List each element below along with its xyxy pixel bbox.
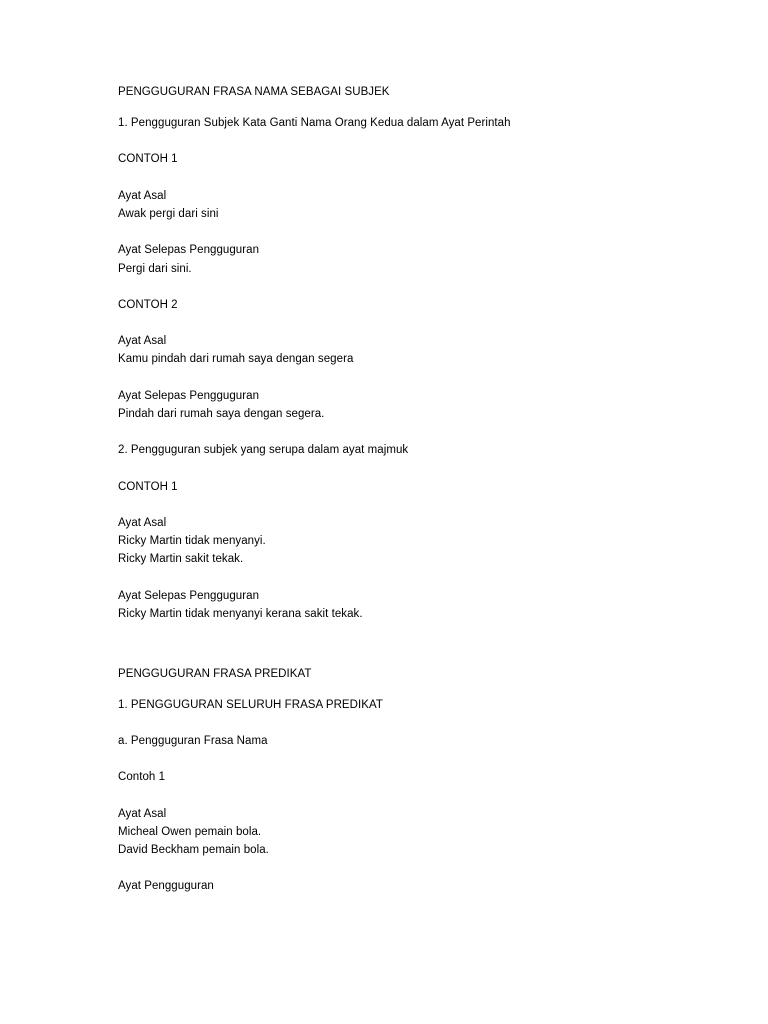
original-sentence: Micheal Owen pemain bola. xyxy=(118,826,262,838)
subsection-heading: 2. Pengguguran subjek yang serupa dalam ayat majmuk xyxy=(118,444,409,456)
result-sentence: Pergi dari sini. xyxy=(118,263,192,275)
original-sentence-label: Ayat Asal xyxy=(118,517,167,529)
subsection-heading: 1. Pengguguran Subjek Kata Ganti Nama Orang Kedua dalam Ayat Perintah xyxy=(118,117,511,129)
original-sentence: Kamu pindah dari rumah saya dengan segera xyxy=(118,353,354,365)
original-sentence: Ricky Martin tidak menyanyi. xyxy=(118,535,266,547)
original-sentence-label: Ayat Asal xyxy=(118,335,167,347)
result-sentence-label: Ayat Selepas Pengguguran xyxy=(118,244,260,256)
example-label: CONTOH 2 xyxy=(118,299,178,311)
result-sentence-label: Ayat Selepas Pengguguran xyxy=(118,390,260,402)
original-sentence: Awak pergi dari sini xyxy=(118,208,219,220)
original-sentence-label: Ayat Asal xyxy=(118,190,167,202)
example-label: Contoh 1 xyxy=(118,771,166,783)
subsection-heading: a. Pengguguran Frasa Nama xyxy=(118,735,268,747)
original-sentence: David Beckham pemain bola. xyxy=(118,844,269,856)
example-label: CONTOH 1 xyxy=(118,153,178,165)
section-heading: PENGGUGURAN FRASA PREDIKAT xyxy=(118,668,312,680)
result-sentence: Pindah dari rumah saya dengan segera. xyxy=(118,408,325,420)
original-sentence: Ricky Martin sakit tekak. xyxy=(118,553,244,565)
result-sentence: Ricky Martin tidak menyanyi kerana sakit tekak. xyxy=(118,608,363,620)
example-label: CONTOH 1 xyxy=(118,481,178,493)
result-sentence-label: Ayat Selepas Pengguguran xyxy=(118,590,260,602)
subsection-heading: 1. PENGGUGURAN SELURUH FRASA PREDIKAT xyxy=(118,699,383,711)
result-sentence-label: Ayat Pengguguran xyxy=(118,880,214,892)
section-heading: PENGGUGURAN FRASA NAMA SEBAGAI SUBJEK xyxy=(118,86,390,98)
original-sentence-label: Ayat Asal xyxy=(118,808,167,820)
